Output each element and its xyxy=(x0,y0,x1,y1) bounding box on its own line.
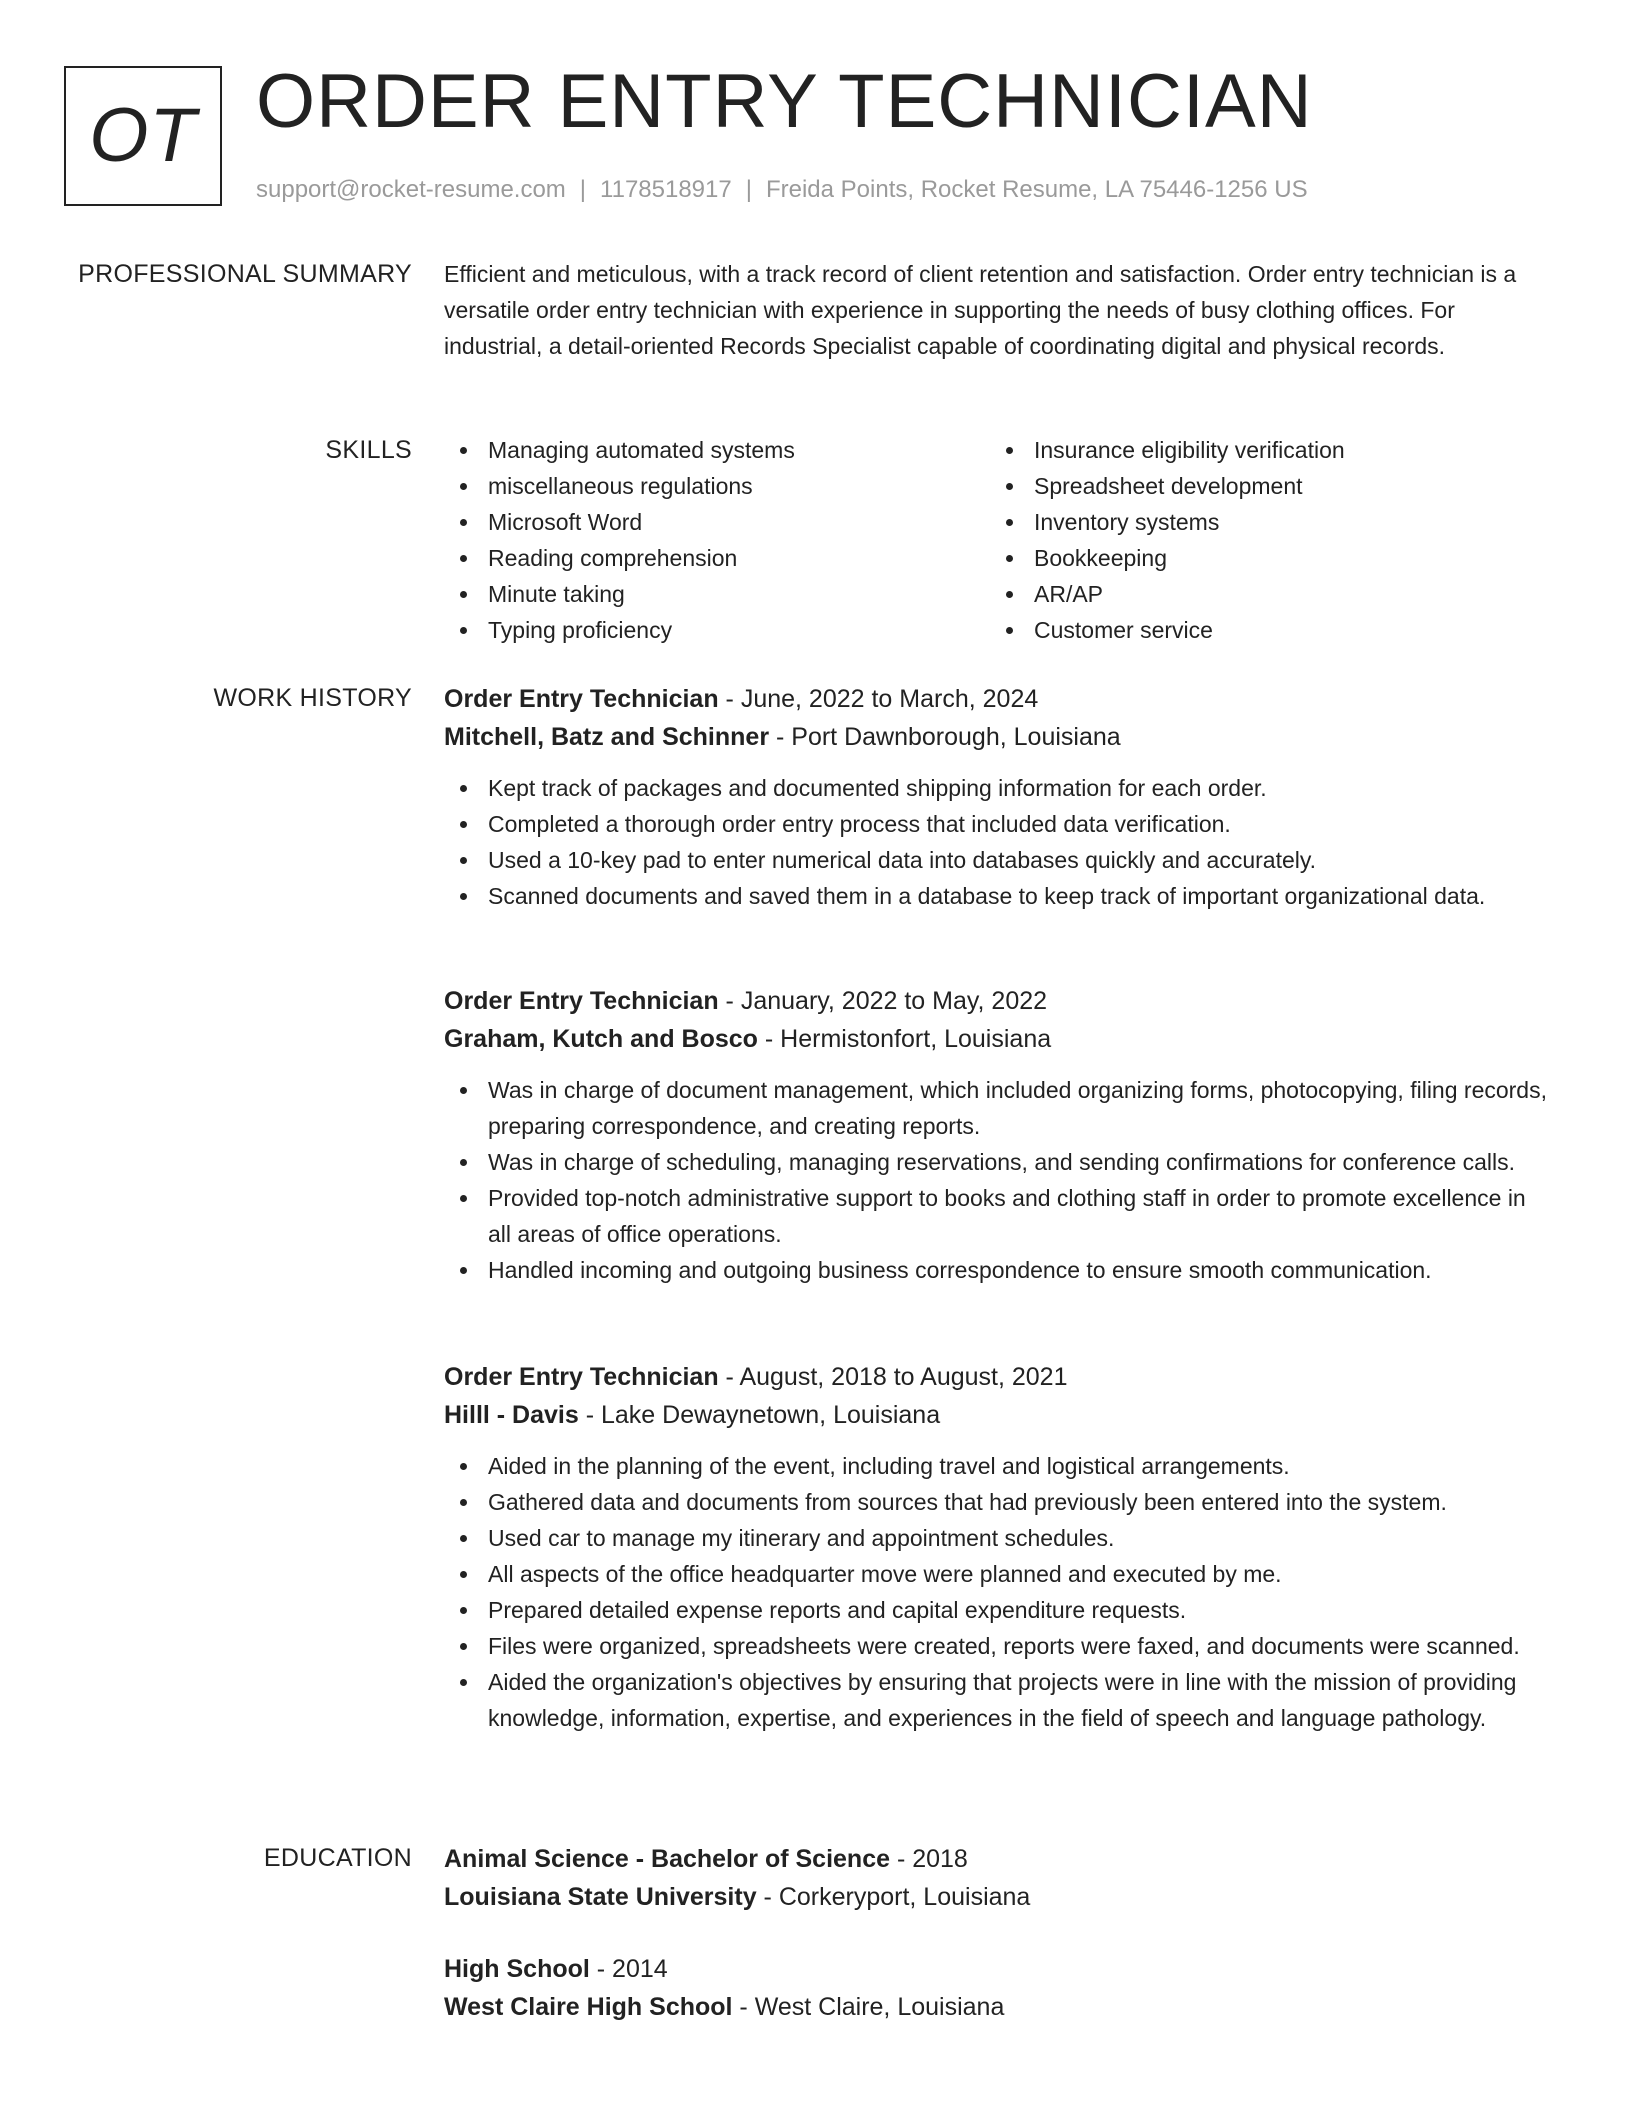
job-entry xyxy=(444,680,1554,914)
job-company: Mitchell, Batz and Schinner xyxy=(444,723,770,751)
skill-item: Microsoft Word xyxy=(444,504,990,540)
skill-item: Managing automated systems xyxy=(444,432,990,468)
skill-item: miscellaneous regulations xyxy=(444,468,990,504)
job-dates: - August, 2018 to August, 2021 xyxy=(718,1363,1068,1391)
section-heading-work-history: WORK HISTORY xyxy=(213,684,412,712)
job-dates: - January, 2022 to May, 2022 xyxy=(718,987,1048,1015)
skills-column-left xyxy=(444,432,990,648)
job-location: - Lake Dewaynetown, Louisiana xyxy=(578,1401,941,1429)
job-title-line xyxy=(444,982,1554,1020)
job-location: - Port Dawnborough, Louisiana xyxy=(769,723,1121,751)
job-bullet: Used car to manage my itinerary and appointment schedules. xyxy=(444,1520,1554,1556)
education-degree: High School xyxy=(444,1955,590,1983)
job-bullet: All aspects of the office headquarter move were planned and executed by me. xyxy=(444,1556,1554,1592)
job-entry xyxy=(444,982,1554,1288)
summary-body xyxy=(444,256,1554,364)
education-school: West Claire High School xyxy=(444,1993,733,2021)
job-location: - Hermistonfort, Louisiana xyxy=(757,1025,1052,1053)
contact-line xyxy=(256,174,1308,206)
job-title-line xyxy=(444,680,1554,718)
job-bullet: Scanned documents and saved them in a database to keep track of important organizational data. xyxy=(444,878,1554,914)
education-entry xyxy=(444,1950,1554,2026)
job-bullet: Provided top-notch administrative support to books and clothing staff in order to promote excellence in all areas of office operations. xyxy=(444,1180,1554,1252)
job-company: Hilll - Davis xyxy=(444,1401,579,1429)
job-bullet: Files were organized, spreadsheets were created, reports were faxed, and documents were scanned. xyxy=(444,1628,1554,1664)
section-heading-summary: PROFESSIONAL SUMMARY xyxy=(78,260,412,288)
section-heading-education: EDUCATION xyxy=(263,1844,412,1872)
education-degree-line xyxy=(444,1950,1554,1988)
job-title-line xyxy=(444,1358,1554,1396)
education-degree-line xyxy=(444,1840,1554,1878)
skill-item: AR/AP xyxy=(990,576,1536,612)
contact-phone: 1178518917 xyxy=(600,176,732,203)
skills-body xyxy=(444,432,1554,648)
education-school-line xyxy=(444,1878,1554,1916)
education-school: Louisiana State University xyxy=(444,1883,757,1911)
education-school-line xyxy=(444,1988,1554,2026)
job-company: Graham, Kutch and Bosco xyxy=(444,1025,758,1053)
job-bullet: Prepared detailed expense reports and capital expenditure requests. xyxy=(444,1592,1554,1628)
education-entry xyxy=(444,1840,1554,1916)
job-dates: - June, 2022 to March, 2024 xyxy=(718,685,1039,713)
education-location: - Corkeryport, Louisiana xyxy=(756,1883,1031,1911)
contact-email: support@rocket-resume.com xyxy=(256,176,566,203)
skill-item: Minute taking xyxy=(444,576,990,612)
education-degree: Animal Science - Bachelor of Science xyxy=(444,1845,890,1873)
education-body xyxy=(444,1840,1554,2021)
monogram-box xyxy=(64,66,222,206)
contact-address: Freida Points, Rocket Resume, LA 75446-1256 US xyxy=(765,176,1308,203)
education-year: - 2018 xyxy=(890,1845,968,1873)
job-bullet: Kept track of packages and documented shipping information for each order. xyxy=(444,770,1554,806)
job-bullet: Gathered data and documents from sources that had previously been entered into the system. xyxy=(444,1484,1554,1520)
job-bullet: Completed a thorough order entry process that included data verification. xyxy=(444,806,1554,842)
job-title: Order Entry Technician xyxy=(444,1363,719,1391)
skill-item: Bookkeeping xyxy=(990,540,1536,576)
skills-column-right xyxy=(990,432,1536,648)
job-company-line xyxy=(444,1396,1554,1434)
job-entry xyxy=(444,1358,1554,1736)
education-location: - West Claire, Louisiana xyxy=(732,1993,1005,2021)
resume-name: ORDER ENTRY TECHNICIAN xyxy=(256,59,1313,144)
summary-text: Efficient and meticulous, with a track record of client retention and satisfaction. Order entry technician is a versatile order entry technician with experience in supporting the needs of busy clothing offices. For industrial, a detail-oriented Records Specialist capable of coordinating digital and physical records. xyxy=(444,261,1517,359)
job-bullet: Aided in the planning of the event, including travel and logistical arrangements. xyxy=(444,1448,1554,1484)
job-company-line xyxy=(444,1020,1554,1058)
work-history-body xyxy=(444,680,1554,1731)
skill-item: Typing proficiency xyxy=(444,612,990,648)
skill-item: Customer service xyxy=(990,612,1536,648)
contact-separator: | xyxy=(579,176,587,203)
monogram-initials: OT xyxy=(89,93,197,178)
job-bullet: Aided the organization's objectives by ensuring that projects were in line with the mission of providing knowledge, information, expertise, and experiences in the field of speech and language pathology. xyxy=(444,1664,1554,1736)
job-bullet: Handled incoming and outgoing business correspondence to ensure smooth communication. xyxy=(444,1252,1554,1288)
job-bullet: Was in charge of document management, which included organizing forms, photocopying, filing records, preparing correspondence, and creating reports. xyxy=(444,1072,1554,1144)
job-title: Order Entry Technician xyxy=(444,987,719,1015)
job-bullet: Used a 10-key pad to enter numerical data into databases quickly and accurately. xyxy=(444,842,1554,878)
skill-item: Inventory systems xyxy=(990,504,1536,540)
skill-item: Reading comprehension xyxy=(444,540,990,576)
job-company-line xyxy=(444,718,1554,756)
skill-item: Spreadsheet development xyxy=(990,468,1536,504)
job-bullet: Was in charge of scheduling, managing reservations, and sending confirmations for conference calls. xyxy=(444,1144,1554,1180)
skill-item: Insurance eligibility verification xyxy=(990,432,1536,468)
education-year: - 2014 xyxy=(589,1955,668,1983)
section-heading-skills: SKILLS xyxy=(325,436,412,464)
job-title: Order Entry Technician xyxy=(444,685,719,713)
contact-separator: | xyxy=(745,176,752,203)
